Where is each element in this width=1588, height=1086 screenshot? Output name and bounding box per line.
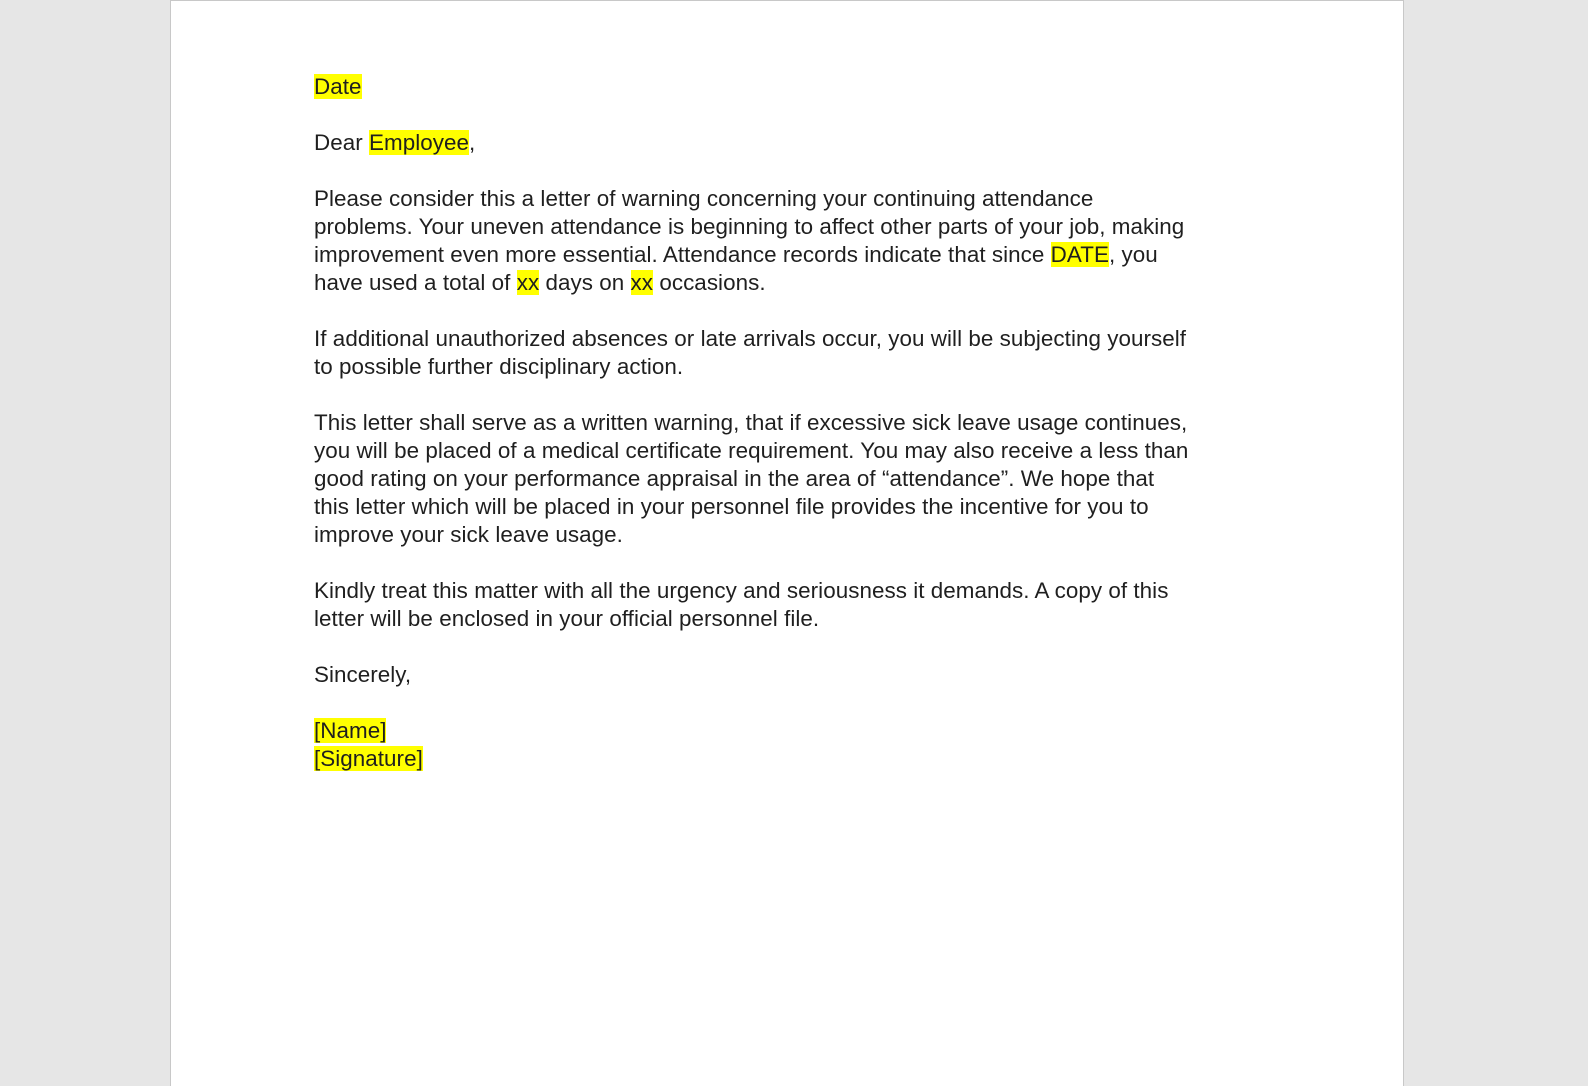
- closing: Sincerely,: [314, 662, 412, 687]
- occasions-count-placeholder: xx: [630, 270, 654, 295]
- salutation-suffix: ,: [468, 130, 476, 155]
- paragraph-text: This letter shall serve as a written warning, that if excessive sick leave usage continues,: [314, 410, 1188, 435]
- paragraph-text: improve your sick leave usage.: [314, 522, 623, 547]
- document-page: [170, 0, 1404, 1086]
- paragraph-absences: [314, 325, 1274, 381]
- paragraph-text: improvement even more essential. Attendance records indicate that since: [314, 242, 1051, 267]
- letter-body: [314, 73, 1274, 773]
- employee-placeholder: Employee: [369, 130, 469, 155]
- paragraph-text: you will be placed of a medical certificate requirement. You may also receive a less than: [314, 438, 1189, 463]
- name-line: [314, 717, 1274, 745]
- paragraph-text: have used a total of: [314, 270, 517, 295]
- days-count-placeholder: xx: [516, 270, 540, 295]
- paragraph-text: letter will be enclosed in your official personnel file.: [314, 606, 820, 631]
- paragraph-warning: [314, 185, 1274, 297]
- paragraph-urgency: [314, 577, 1274, 633]
- signature-placeholder: [Signature]: [314, 746, 423, 771]
- since-date-placeholder: DATE: [1050, 242, 1109, 267]
- paragraph-written-warning: [314, 409, 1274, 549]
- paragraph-text: days on: [539, 270, 631, 295]
- date-placeholder: Date: [314, 74, 362, 99]
- paragraph-text: Please consider this a letter of warning concerning your continuing attendance: [314, 186, 1094, 211]
- name-placeholder: [Name]: [314, 718, 387, 743]
- paragraph-text: Kindly treat this matter with all the urgency and seriousness it demands. A copy of this: [314, 578, 1169, 603]
- date-line: [314, 73, 1274, 101]
- signature-line: [314, 745, 1274, 773]
- paragraph-text: to possible further disciplinary action.: [314, 354, 684, 379]
- paragraph-text: problems. Your uneven attendance is beginning to affect other parts of your job, making: [314, 214, 1185, 239]
- salutation: [314, 129, 1274, 157]
- paragraph-text: this letter which will be placed in your personnel file provides the incentive for you to: [314, 494, 1149, 519]
- paragraph-text: good rating on your performance appraisal in the area of “attendance”. We hope that: [314, 466, 1155, 491]
- paragraph-text: If additional unauthorized absences or late arrivals occur, you will be subjecting yourself: [314, 326, 1187, 351]
- paragraph-text: , you: [1108, 242, 1158, 267]
- paragraph-text: occasions.: [653, 270, 766, 295]
- salutation-prefix: Dear: [314, 130, 370, 155]
